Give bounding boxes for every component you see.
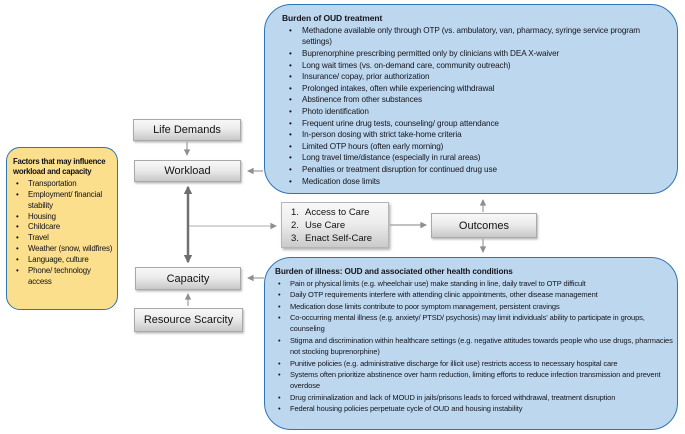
bullet-icon: • <box>16 189 19 199</box>
list-item <box>13 244 114 255</box>
bullet-icon: • <box>289 106 292 116</box>
list-item <box>275 358 673 369</box>
list-item <box>275 301 673 312</box>
node-workload: Workload <box>134 160 241 182</box>
factors-panel <box>6 147 118 310</box>
list-item <box>13 233 114 244</box>
care-steps-list <box>291 206 385 246</box>
bullet-icon: • <box>289 130 292 140</box>
list-item-text: Punitive policies (e.g. administrative discharge for illicit use) restricts access to necessary hospital care <box>290 358 618 368</box>
node-capacity: Capacity <box>135 267 241 290</box>
bullet-icon: • <box>16 244 19 254</box>
list-item <box>282 141 666 153</box>
list-item-text: Federal housing policies perpetuate cycle of OUD and housing instability <box>290 404 523 414</box>
list-item <box>13 222 114 233</box>
list-item <box>275 335 673 358</box>
bullet-icon: • <box>278 278 281 288</box>
list-item-text: Abstinence from other substances <box>302 95 422 105</box>
list-item-text: Employment/ financial stability <box>28 189 103 210</box>
list-item-text: Methadone available only through OTP (vs. ambulatory, van, pharmacy, syringe service program settings) <box>302 25 641 47</box>
list-item-text: Weather (snow, wildfires) <box>28 244 113 254</box>
list-item <box>13 255 114 266</box>
list-item <box>282 71 666 83</box>
bullet-icon: • <box>16 178 19 188</box>
list-item <box>275 278 673 289</box>
list-item <box>282 164 666 176</box>
list-item-text: Drug criminalization and lack of MOUD in jails/prisons leads to forced withdrawal, treatment disruption <box>290 392 616 402</box>
bullet-icon: • <box>289 164 292 174</box>
list-item <box>275 289 673 300</box>
bullet-icon: • <box>289 95 292 105</box>
bullet-icon: • <box>289 60 292 70</box>
bullet-icon: • <box>289 83 292 93</box>
list-item-text: Limited OTP hours (often early morning) <box>302 141 444 151</box>
treatment-burden-list <box>282 25 666 187</box>
list-item-text: Language, culture <box>28 255 89 265</box>
bullet-icon: • <box>289 153 292 163</box>
care-step-item <box>291 206 385 219</box>
bullet-icon: • <box>16 255 19 265</box>
bullet-icon: • <box>16 266 19 276</box>
bullet-icon: • <box>278 370 281 380</box>
treatment-burden-panel <box>264 4 678 194</box>
treatment-panel-title: Burden of OUD treatment <box>282 13 383 23</box>
bullet-icon: • <box>289 48 292 58</box>
list-item-text: Pain or physical limits (e.g. wheelchair use) make standing in line, daily travel to OTP difficult <box>290 278 586 288</box>
care-step-label: Enact Self-Care <box>305 233 373 245</box>
bullet-icon: • <box>278 335 281 345</box>
care-step-item <box>291 219 385 232</box>
list-item-text: Prolonged intakes, often while experiencing withdrawal <box>302 83 495 93</box>
list-item <box>275 369 673 392</box>
bullet-icon: • <box>278 301 281 311</box>
list-item-text: Penalties or treatment disruption for continued drug use <box>302 164 497 174</box>
care-step-number: 3. <box>291 233 299 245</box>
list-item <box>282 83 666 95</box>
care-step-label: Access to Care <box>305 207 370 218</box>
care-steps-box <box>281 202 389 248</box>
list-item <box>13 190 114 212</box>
list-item-text: Daily OTP requirements interfere with attending clinic appointments, other disease management <box>290 290 598 300</box>
bullet-icon: • <box>278 313 281 323</box>
node-outcomes: Outcomes <box>431 213 537 238</box>
list-item-text: Medication dose limits contribute to poor symptom management, persistent cravings <box>290 301 560 311</box>
list-item <box>282 106 666 118</box>
list-item <box>13 266 114 288</box>
list-item <box>282 25 666 48</box>
illness-burden-panel <box>264 257 678 430</box>
list-item <box>275 403 673 414</box>
bullet-icon: • <box>289 118 292 128</box>
list-item <box>13 179 114 190</box>
bullet-icon: • <box>278 358 281 368</box>
bullet-icon: • <box>16 211 19 221</box>
list-item-text: Stigma and discrimination within healthcare settings (e.g. negative attitudes towards people who use drugs, pharmacies not stocking buprenorphine) <box>290 335 673 357</box>
list-item-text: Buprenorphine prescribing permitted only by clinicians with DEA X-waiver <box>302 48 560 58</box>
bullet-icon: • <box>278 404 281 414</box>
list-item-text: Long travel time/distance (especially in rural areas) <box>302 153 481 163</box>
list-item-text: Frequent urine drug tests, counseling/ group attendance <box>302 118 499 128</box>
list-item <box>282 176 666 188</box>
list-item-text: Co-occurring mental illness (e.g. anxiety/ PTSD/ psychosis) may limit individuals' ability to participate in groups, counseling <box>290 313 645 334</box>
list-item <box>282 48 666 60</box>
list-item-text: Transportation <box>28 178 77 188</box>
list-item-text: In-person dosing with strict take-home criteria <box>302 130 462 140</box>
list-item-text: Long wait times (vs. on-demand care, community outreach) <box>302 60 511 70</box>
care-step-number: 2. <box>291 220 299 232</box>
care-step-item <box>291 232 385 245</box>
node-life-demands: Life Demands <box>133 119 241 141</box>
bullet-icon: • <box>289 72 292 82</box>
bullet-icon: • <box>278 290 281 300</box>
list-item <box>282 60 666 72</box>
list-item-text: Systems often prioritize abstinence over harm reduction, limiting efforts to reduce infection transmission and prevent overdose <box>290 370 661 391</box>
list-item-text: Photo identification <box>302 106 369 116</box>
illness-panel-title: Burden of illness: OUD and associated other health conditions <box>275 267 513 276</box>
list-item <box>282 94 666 106</box>
care-step-number: 1. <box>291 207 299 218</box>
care-step-label: Use Care <box>305 220 346 232</box>
list-item <box>282 118 666 130</box>
bullet-icon: • <box>16 233 19 243</box>
list-item-text: Medication dose limits <box>302 176 380 186</box>
illness-burden-list <box>275 278 673 415</box>
bullet-icon: • <box>289 176 292 186</box>
list-item-text: Phone/ technology access <box>28 266 91 286</box>
list-item <box>275 392 673 403</box>
list-item <box>282 152 666 164</box>
list-item-text: Housing <box>28 211 56 221</box>
list-item-text: Insurance/ copay, prior authorization <box>302 72 430 82</box>
list-item <box>282 129 666 141</box>
list-item <box>275 312 673 335</box>
factors-panel-title: Factors that may influence workload and capacity <box>13 157 106 177</box>
list-item-text: Childcare <box>28 222 60 232</box>
bullet-icon: • <box>16 222 19 232</box>
factors-list <box>13 179 114 288</box>
list-item-text: Travel <box>28 233 49 243</box>
bullet-icon: • <box>289 141 292 151</box>
list-item <box>13 212 114 223</box>
bullet-icon: • <box>278 392 281 402</box>
node-resource-scarcity: Resource Scarcity <box>134 308 243 332</box>
bullet-icon: • <box>289 25 292 35</box>
